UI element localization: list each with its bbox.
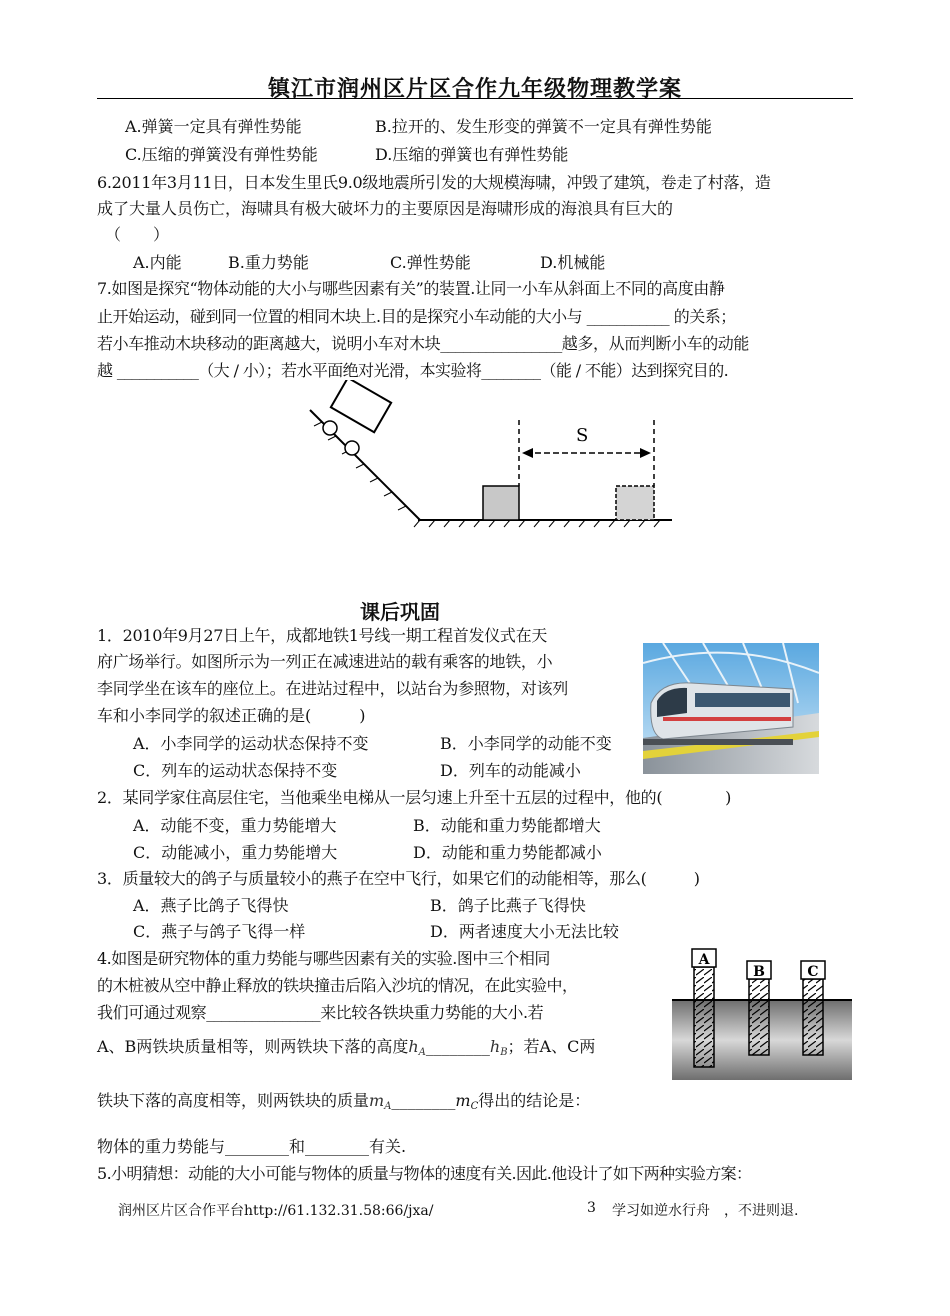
q7-line-3: 若小车推动木块移动的距离越大，说明小车对木块________________越多，从而判断小车的动能 [97,334,750,353]
cart [323,380,391,455]
distance-label-s: S [576,425,589,446]
header-divider [97,98,853,99]
h4-line-5-end: 得出的结论是： [478,1091,591,1110]
q6-option-c: C.弹性势能 [390,253,471,272]
stake-b [747,961,771,1055]
q7-ramp-figure [300,380,680,530]
h1-line-3: 李同学坐在该车的座位上。在进站过程中，以站台为参照物，对该列 [97,679,569,698]
page-number: 3 [587,1200,596,1216]
q7-line-4: 越 ___________（大 / 小）；若水平面绝对光滑，本实验将________（能 / 不能）达到探究目的. [97,361,729,380]
stake-a [692,949,716,1067]
h1-line-2: 府广场举行。如图所示为一列正在减速进站的载有乘客的地铁，小 [97,652,553,671]
symbol-m-c: $m_C$ [455,1091,479,1112]
h1-option-b: B．小李同学的动能不变 [440,734,612,753]
symbol-h-a: $h_A$ [408,1037,426,1058]
stakes-in-sand-figure [672,945,852,1080]
q7-line-2: 止开始运动，碰到同一位置的相同木块上.目的是探究小车动能的大小与 ___________ 的关系； [97,307,736,326]
q5-option-b: B.拉开的、发生形变的弹簧不一定具有弹性势能 [375,117,712,136]
h4-line-3: 我们可通过观察_______________来比较各铁块重力势能的大小.若 [97,1003,544,1022]
h1-option-a: A．小李同学的运动状态保持不变 [133,734,369,753]
h4-line-4 [97,1037,595,1063]
wood-block-start [483,486,519,520]
h4-line-5-start: 铁块下落的高度相等，则两铁块的质量 [97,1091,370,1110]
q5-option-d: D.压缩的弹簧也有弹性势能 [375,145,569,164]
h2-stem: 2．某同学家住高层住宅，当他乘坐电梯从一层匀速上升至十五层的过程中，他的( ) [97,788,732,807]
footer-platform-link[interactable]: 润州区片区合作平台http://61.132.31.58:66/jxa/ [118,1203,434,1219]
h3-option-d: D．两者速度大小无法比较 [430,922,619,941]
h4-line-5 [97,1091,590,1117]
section-title: 课后巩固 [360,600,440,624]
q6-answer-blank: （ ） [105,225,170,244]
stake-c [801,961,825,1055]
svg-text:B: B [753,964,765,980]
h2-option-b: B．动能和重力势能都增大 [413,816,601,835]
q5-option-c: C.压缩的弹簧没有弹性势能 [125,145,318,164]
page-title: 镇江市润州区片区合作九年级物理教学案 [267,77,682,102]
h4-line-6: 物体的重力势能与________和________有关. [97,1137,407,1156]
h4-mass-blank: ________ [391,1091,456,1110]
h4-height-blank: ________ [425,1037,490,1056]
h1-line-1: 1．2010年9月27日上午，成都地铁1号线一期工程首发仪式在天 [97,626,548,645]
subway-train-photo [643,643,819,774]
h3-option-c: C．燕子与鸽子飞得一样 [133,922,306,941]
h2-option-a: A．动能不变，重力势能增大 [133,816,337,835]
q6-option-b: B.重力势能 [228,253,309,272]
q7-line-1: 7.如图是探究“物体动能的大小与哪些因素有关”的装置.让同一小车从斜面上不同的高度由静 [97,279,725,298]
h2-option-d: D．动能和重力势能都减小 [413,843,602,862]
footer-motto: 学习如逆水行舟 ，不进则退. [612,1203,799,1219]
h4-line-4-end: ；若A、C两 [507,1037,596,1056]
q6-option-a: A.内能 [133,253,182,272]
h4-line-1: 4.如图是研究物体的重力势能与哪些因素有关的实验.图中三个相同 [97,949,550,968]
h2-option-c: C．动能减小，重力势能增大 [133,843,338,862]
symbol-h-b: $h_B$ [489,1037,508,1058]
q5-option-a: A.弹簧一定具有弹性势能 [125,117,302,136]
wood-block-end [616,486,654,520]
h3-stem: 3．质量较大的鸽子与质量较小的燕子在空中飞行，如果它们的动能相等，那么( ) [97,869,700,888]
h1-option-c: C．列车的运动状态保持不变 [133,761,338,780]
symbol-m-a: $m_A$ [369,1091,392,1112]
h3-option-a: A．燕子比鸽子飞得快 [133,896,289,915]
h4-line-4-start: A、B两铁块质量相等，则两铁块下落的高度 [97,1037,409,1056]
svg-text:C: C [807,964,819,980]
q6-option-d: D.机械能 [540,253,606,272]
svg-text:A: A [698,952,710,968]
q6-line-2: 成了大量人员伤亡，海啸具有极大破坏力的主要原因是海啸形成的海浪具有巨大的 [97,199,674,218]
h1-option-d: D．列车的动能减小 [440,761,581,780]
h4-line-2: 的木桩被从空中静止释放的铁块撞击后陷入沙坑的情况，在此实验中， [97,976,578,995]
q6-line-1: 6.2011年3月11日，日本发生里氏9.0级地震所引发的大规模海啸，冲毁了建筑，卷走了村落，造 [97,173,771,192]
h1-line-4: 车和小李同学的叙述正确的是( ) [97,706,366,725]
h5-line-1: 5.小明猜想：动能的大小可能与物体的质量与物体的速度有关.因此.他设计了如下两种实验方案： [97,1164,752,1183]
h3-option-b: B．鸽子比燕子飞得快 [430,896,586,915]
